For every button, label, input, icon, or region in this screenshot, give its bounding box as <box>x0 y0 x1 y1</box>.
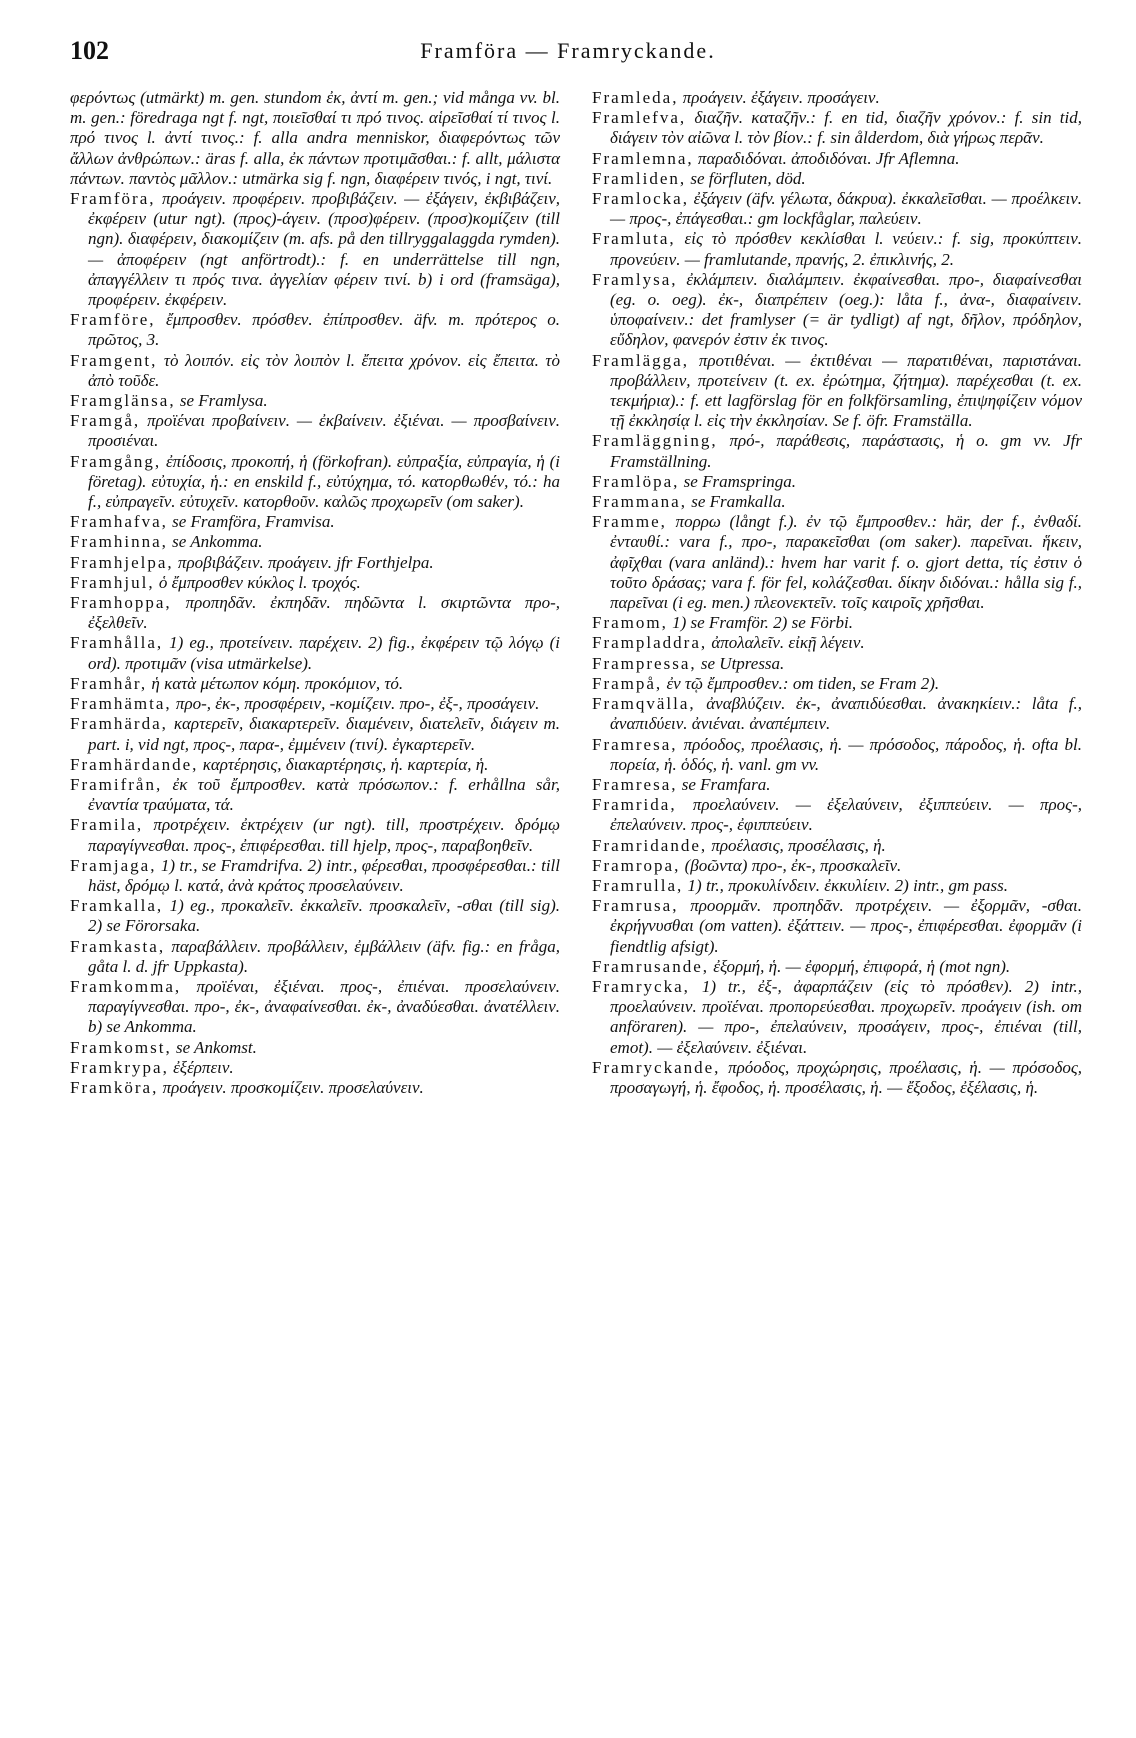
entry-headword: Framlefva, <box>592 108 687 128</box>
entry-definition: τὸ λοιπόν. εἰς τὸν λοιπὸν l. ἔπειτα χρόνον. εἰς ἔπειτα. τὸ ἀπὸ τοῦδε. <box>88 350 560 390</box>
dictionary-entry <box>592 795 1082 835</box>
entry-headword: Framhinna, <box>70 532 168 552</box>
entry-headword: Framgent, <box>70 350 158 370</box>
entry-definition: ἡ κατὰ μέτωπον κόμη. προκόμιον, τό. <box>151 673 404 693</box>
entry-headword: Framkasta, <box>70 936 166 956</box>
entry-definition: se Framspringa. <box>683 471 797 491</box>
entry-headword: Frammana, <box>592 492 687 512</box>
dictionary-entry <box>70 351 560 391</box>
dictionary-entry <box>592 472 1082 492</box>
entry-definition: φερόντως (utmärkt) m. gen. stundom ἐκ, ἀντί m. gen.; vid många vv. bl. m. gen.: föredraga ngt f. ngt, ποιεῖσθαί τι πρό τινος. αἱρεῖσθαί τί τινος l. πρό τινος l. ἀντί τινος.: f. alla andra menniskor, διαφερόντως τῶν ἄλλων ἀνθρώπων.: äras f. alla, ἐκ πάντων προτιμᾶσθαι.: f. allt, μάλιστα πάντων. παντὸς μᾶλλον.: utmärka sig f. ngn, διαφέρειν τινός, i ngt, τινί. <box>70 88 560 188</box>
entry-headword: Framkomst, <box>70 1037 172 1057</box>
dictionary-entry <box>592 836 1082 856</box>
dictionary-entry <box>592 270 1082 351</box>
dictionary-entry <box>70 593 560 633</box>
entry-definition: προτιθέναι. — ἐκτιθέναι — παρατιθέναι, παριστάναι. προβάλλειν, προτείνειν (t. ex. ἐρώτημα, ζήτημα). παρέχεσθαι (t. ex. τεκμήρια).: f. ett lagförslag för en folkförsamling, ἐπιψηφίζειν νόμον τῇ ἐκκλησίᾳ l. εἰς τὴν ἐκκλησίαν. Se f. öfr. Framställa. <box>610 350 1083 431</box>
entry-definition: προέλασις, προσέλασις, ἡ. <box>711 835 886 855</box>
entry-headword: Framresa, <box>592 734 678 754</box>
dictionary-entry <box>70 1078 560 1098</box>
entry-headword: Framföre, <box>70 310 156 330</box>
entry-definition: 1) tr., προκυλίνδειν. ἐκκυλίειν. 2) intr., gm pass. <box>687 875 1009 895</box>
dictionary-entry <box>592 189 1082 229</box>
entry-definition: se Utpressa. <box>700 653 785 673</box>
dictionary-entry <box>70 452 560 513</box>
entry-definition: προτρέχειν. ἐκτρέχειν (ur ngt). till, προστρέχειν. δρόμῳ παραγίγνεσθαι. προς-, ἐπιφέρεσθαι. till hjelp, προς-, παραβοηθεῖν. <box>88 815 560 855</box>
dictionary-entry <box>70 775 560 815</box>
entry-headword: Framjaga, <box>70 855 157 875</box>
dictionary-entry <box>70 896 560 936</box>
dictionary-entry <box>70 977 560 1038</box>
entry-headword: Framridande, <box>592 835 708 855</box>
entry-headword: Framrycka, <box>592 976 690 996</box>
dictionary-entry <box>592 88 1082 108</box>
entry-headword: Framhärdande, <box>70 754 199 774</box>
entry-headword: Framföra, <box>70 189 156 209</box>
dictionary-entry <box>70 512 560 532</box>
dictionary-entry <box>592 108 1082 148</box>
entry-headword: Framhjul, <box>70 572 155 592</box>
dictionary-entry <box>592 896 1082 957</box>
dictionary-entry <box>70 694 560 714</box>
entry-definition: ἐξέρπειν. <box>173 1057 234 1077</box>
entry-headword: Framrulla, <box>592 875 684 895</box>
entry-headword: Framila, <box>70 815 144 835</box>
dictionary-entry <box>592 512 1082 613</box>
dictionary-entry <box>70 573 560 593</box>
entry-definition: ὁ ἔμπροσθεν κύκλος l. τροχός. <box>158 572 361 592</box>
dictionary-entry <box>70 553 560 573</box>
entry-headword: Framleda, <box>592 88 679 107</box>
entry-definition: καρτερεῖν, διακαρτερεῖν. διαμένειν, διατελεῖν, διάγειν m. part. i, vid ngt, προς-, παρα-, ἐμμένειν (τινί). ἐγκαρτερεῖν. <box>88 714 561 754</box>
entry-headword: Framlocka, <box>592 189 689 209</box>
entry-headword: Framhoppa, <box>70 593 172 613</box>
entry-definition: se Framkalla. <box>691 492 786 512</box>
entry-headword: Framropa, <box>592 855 681 875</box>
entry-definition: προϊέναι προβαίνειν. — ἐκβαίνειν. ἐξιέναι. — προσβαίνειν. προσιέναι. <box>88 411 561 451</box>
dictionary-entry <box>70 1038 560 1058</box>
dictionary-entry <box>592 351 1082 432</box>
entry-headword: Framluta, <box>592 229 676 249</box>
entry-headword: Framglänsa, <box>70 391 176 411</box>
entry-definition: 1) se Framför. 2) se Förbi. <box>672 613 853 633</box>
entry-headword: Framköra, <box>70 1077 159 1097</box>
dictionary-entry <box>70 633 560 673</box>
entry-definition: προάγειν. προσκομίζειν. προσελαύνειν. <box>162 1077 424 1097</box>
entry-definition: se Framlysa. <box>179 391 268 411</box>
dictionary-entry <box>70 391 560 411</box>
entry-definition: εἰς τὸ πρόσθεν κεκλίσθαι l. νεύειν.: f. sig, προκύπτειν. προνεύειν. — framlutande, πρανής, 2. ἐπικλινής, 2. <box>610 229 1083 269</box>
entry-definition: προβιβάζειν. προάγειν. jfr Forthjelpa. <box>177 552 434 572</box>
page-number: 102 <box>70 36 109 65</box>
dictionary-entry <box>70 189 560 310</box>
entry-definition: ἀναβλύζειν. ἐκ-, ἀναπιδύεσθαι. ἀνακηκίειν.: låta f., ἀναπιδύειν. ἀνιέναι. ἀναπέμπειν. <box>610 694 1082 734</box>
entry-headword: Framliden, <box>592 168 687 188</box>
dictionary-entry <box>592 431 1082 471</box>
entry-headword: Framhjelpa, <box>70 552 174 572</box>
entry-headword: Framqvälla, <box>592 694 696 714</box>
entry-headword: Framkrypa, <box>70 1057 169 1077</box>
dictionary-entry <box>592 492 1082 512</box>
entry-definition: ἐν τῷ ἔμπροσθεν.: om tiden, se Fram 2). <box>666 673 940 693</box>
entry-headword: Framhafva, <box>70 512 168 532</box>
dictionary-entry <box>592 775 1082 795</box>
dictionary-entry <box>70 714 560 754</box>
right-column <box>592 88 1082 1098</box>
entry-headword: Framhålla, <box>70 633 164 653</box>
entry-headword: Framlägga, <box>592 350 689 370</box>
entry-definition: ἔμπροσθεν. πρόσθεν. ἐπίπροσθεν. äfv. m. πρότερος o. πρῶτος, 3. <box>88 310 561 350</box>
page-header <box>0 36 1136 76</box>
left-column <box>70 88 560 1098</box>
entry-definition: πρόοδος, προχώρησις, προέλασις, ἡ. — πρόσοδος, προσαγωγή, ἡ. ἔφοδος, ἡ. προσέλασις, ἡ. — ἔξοδος, ἐξέλασις, ἡ. <box>610 1057 1082 1097</box>
entry-headword: Framrusa, <box>592 896 679 916</box>
dictionary-entry <box>592 735 1082 775</box>
dictionary-entry <box>70 815 560 855</box>
entry-definition: ἐξάγειν (äfv. γέλωτα, δάκρυα). ἐκκαλεῖσθαι. — προέλκειν. — προς-, ἐπάγεσθαι.: gm lockfåglar, παλεύειν. <box>610 189 1082 229</box>
entry-definition: se Ankomst. <box>175 1037 257 1057</box>
entry-definition: ἀπολαλεῖν. εἰκῇ λέγειν. <box>711 633 865 653</box>
entry-definition: πρό-, παράθεσις, παράστασις, ἡ o. gm vv. Jfr Framställning. <box>610 431 1082 471</box>
entry-definition: προάγειν. ἐξάγειν. προσάγειν. <box>682 88 880 107</box>
entry-headword: Framläggning, <box>592 431 718 451</box>
entry-headword: Framom, <box>592 613 668 633</box>
dictionary-entry <box>592 149 1082 169</box>
entry-definition: πορρω (långt f.). ἐν τῷ ἔμπροσθεν.: här, der f., ἐνθαδί. ἐνταυθί.: vara f., προ-, παρακεῖσθαι (om saker). παρεῖναι. ἥκειν, ἀφῖχθαι (vara anländ).: hvem har varit f. o. gjort detta, τίς ἐστιν ὁ τοῦτο δράσας; vara f. för fel, κολάζεσθαι. δίκην διδόναι.: hålla sig f., παρεῖναι (i eg. men.) πλεονεκτεῖν. τοῖς καιροῖς χρῆσθαι. <box>610 512 1082 613</box>
dictionary-entry <box>592 674 1082 694</box>
entry-headword: Framlemna, <box>592 148 694 168</box>
dictionary-entry <box>70 1058 560 1078</box>
entry-definition: προ-, ἐκ-, προσφέρειν, -κομίζειν. προ-, ἐξ-, προσάγειν. <box>175 694 540 714</box>
dictionary-entry <box>70 532 560 552</box>
dictionary-entry <box>70 674 560 694</box>
entry-headword: Frampå, <box>592 673 663 693</box>
entry-headword: Framgång, <box>70 451 162 471</box>
entry-definition: πρόοδος, προέλασις, ἡ. — πρόσοδος, πάροδος, ἡ. ofta bl. πορεία, ἡ. ὁδός, ἡ. vanl. gm vv. <box>610 734 1083 774</box>
entry-definition: παραδιδόναι. ἀποδιδόναι. Jfr Aflemna. <box>697 148 960 168</box>
entry-definition: 1) tr., ἐξ-, ἀφαρπάζειν (εἰς τὸ πρόσθεν). 2) intr., προελαύνειν. προϊέναι. προπορεύεσθαι. προχωρεῖν. προάγειν (ish. om anföraren). — προ-, ἐπελαύνειν, προσάγειν, προς-, ἐπιέναι (till, emot). — ἐξελαύνειν. ἐξιέναι. <box>610 976 1082 1057</box>
dictionary-entry <box>592 613 1082 633</box>
dictionary-entry <box>592 977 1082 1058</box>
entry-headword: Framlöpa, <box>592 471 680 491</box>
entry-definition: ἐκ τοῦ ἔμπροσθεν. κατὰ πρόσωπον.: f. erhållna sår, ἐναντία τραύματα, τά. <box>88 774 560 815</box>
dictionary-entry <box>70 88 560 189</box>
entry-definition: (βοῶντα) προ-, ἐκ-, προσκαλεῖν. <box>684 855 902 875</box>
entry-definition: ἐκλάμπειν. διαλάμπειν. ἐκφαίνεσθαι. προ-, διαφαίνεσθαι (eg. o. oeg). ἐκ-, διαπρέπειν (oeg.): låta f., ἀνα-, διαφαίνειν. ὑποφαίνειν.: det framlyser (= är tydligt) af ngt, δῆλον, πρόδηλον, εὔδηλον, φανερόν ἐστιν ἐκ τινος. <box>610 269 1082 350</box>
entry-headword: Framrusande, <box>592 956 710 976</box>
dictionary-entry <box>70 937 560 977</box>
entry-definition: se förfluten, död. <box>690 168 806 188</box>
entry-definition: προϊέναι, ἐξιέναι. προς-, ἐπιέναι. προσελαύνειν. παραγίγνεσθαι. προ-, ἐκ-, ἀναφαίνεσθαι. ἐκ-, ἀναδύεσθαι. ἀνατέλλειν. b) se Ankomma. <box>88 976 560 1037</box>
entry-headword: Framhärda, <box>70 714 168 734</box>
entry-headword: Framlysa, <box>592 269 678 289</box>
dictionary-entry <box>70 755 560 775</box>
entry-headword: Framhår, <box>70 673 148 693</box>
entry-definition: se Ankomma. <box>172 532 263 552</box>
entry-headword: Framresa, <box>592 774 678 794</box>
dictionary-entry <box>592 229 1082 269</box>
dictionary-entry <box>592 876 1082 896</box>
entry-headword: Framme, <box>592 512 667 532</box>
entry-definition: διαζῆν. καταζῆν.: f. en tid, διαζῆν χρόνον.: f. sin tid, διάγειν τὸν αἰῶνα l. τὸν βίον.: f. sin ålderdom, διὰ γήρως περᾶν. <box>610 108 1083 148</box>
dictionary-entry <box>592 654 1082 674</box>
entry-headword: Framrida, <box>592 795 677 815</box>
entry-definition: προάγειν. προφέρειν. προβιβάζειν. — ἐξάγειν, ἐκβιβάζειν, ἐκφέρειν (utur ngt). (προς)-άγειν. (προσ)φέρειν. (προσ)κομίζειν (till ngn). διαφέρειν, διακομίζειν (m. afs. på den tillryggalaggda rymden). — ἀποφέρειν (ngt anförtrodt).: f. en underrättelse till ngn, ἀπαγγέλλειν τι πρός τινα. ἀγγελίαν φέρειν τινί. b) i ord (framsäga), προφέρειν. ἐκφέρειν. <box>88 189 560 310</box>
entry-definition: 1) eg., προκαλεῖν. ἐκκαλεῖν. προσκαλεῖν, -σθαι (till sig). 2) se Förorsaka. <box>88 896 561 936</box>
dictionary-entry <box>70 310 560 350</box>
entry-definition: προπηδᾶν. ἐκπηδᾶν. πηδῶντα l. σκιρτῶντα προ-, ἐξελθεῖν. <box>88 593 560 633</box>
dictionary-entry <box>592 169 1082 189</box>
entry-definition: 1) eg., προτείνειν. παρέχειν. 2) fig., ἐκφέρειν τῷ λόγῳ (i ord). προτιμᾶν (visa utmärkelse). <box>88 633 560 673</box>
entry-definition: ἐπίδοσις, προκοπή, ἡ (förkofran). εὐπραξία, εὐπραγία, ἡ (i företag). εὐτυχία, ἡ.: en enskild f., εὐτύχημα, τό. κατορθωθέν, τό.: ha f., εὐπραγεῖν. εὐτυχεῖν. κατορθοῦν. καλῶς προχωρεῖν (om saker). <box>88 451 561 512</box>
dictionary-entry <box>70 856 560 896</box>
entry-definition: προορμᾶν. προπηδᾶν. προτρέχειν. — ἐξορμᾶν, -σθαι. ἐκρήγνυσθαι (om vatten). ἐξάττειν. — προς-, ἐπιφέρεσθαι. ἐφορμᾶν (i fiendtlig afsigt). <box>610 896 1082 956</box>
entry-headword: Framifrån, <box>70 774 163 794</box>
entry-headword: Framryckande, <box>592 1057 721 1077</box>
dictionary-entry <box>592 957 1082 977</box>
entry-definition: se Framföra, Framvisa. <box>172 512 335 532</box>
dictionary-entry <box>592 633 1082 653</box>
entry-definition: καρτέρησις, διακαρτέρησις, ἡ. καρτερία, ἡ. <box>202 754 489 774</box>
dictionary-entry <box>592 1058 1082 1098</box>
entry-headword: Framhämta, <box>70 694 172 714</box>
entry-definition: se Framfara. <box>681 774 771 794</box>
entry-headword: Framgå, <box>70 411 141 431</box>
running-head: Framföra — Framryckande. <box>420 38 716 63</box>
entry-headword: Framkalla, <box>70 896 164 916</box>
entry-definition: παραβάλλειν. προβάλλειν, ἐμβάλλειν (äfv. fig.: en fråga, gåta l. d. jfr Uppkasta). <box>88 936 561 976</box>
entry-headword: Framkomma, <box>70 976 182 996</box>
entry-definition: προελαύνειν. — ἐξελαύνειν, ἐξιππεύειν. — προς-, ἐπελαύνειν. προς-, ἐφιππεύειν. <box>610 795 1082 835</box>
dictionary-entry <box>592 694 1082 734</box>
dictionary-entry <box>70 411 560 451</box>
entry-definition: 1) tr., se Framdrifva. 2) intr., φέρεσθαι, προσφέρεσθαι.: till häst, δρόμῳ l. κατά, ἀνὰ κράτος προσελαύνειν. <box>88 855 560 895</box>
entry-headword: Frampressa, <box>592 653 697 673</box>
entry-headword: Frampladdra, <box>592 633 708 653</box>
dictionary-entry <box>592 856 1082 876</box>
entry-definition: ἐξορμή, ἡ. — ἐφορμή, ἐπιφορά, ἡ (mot ngn). <box>713 956 1011 976</box>
